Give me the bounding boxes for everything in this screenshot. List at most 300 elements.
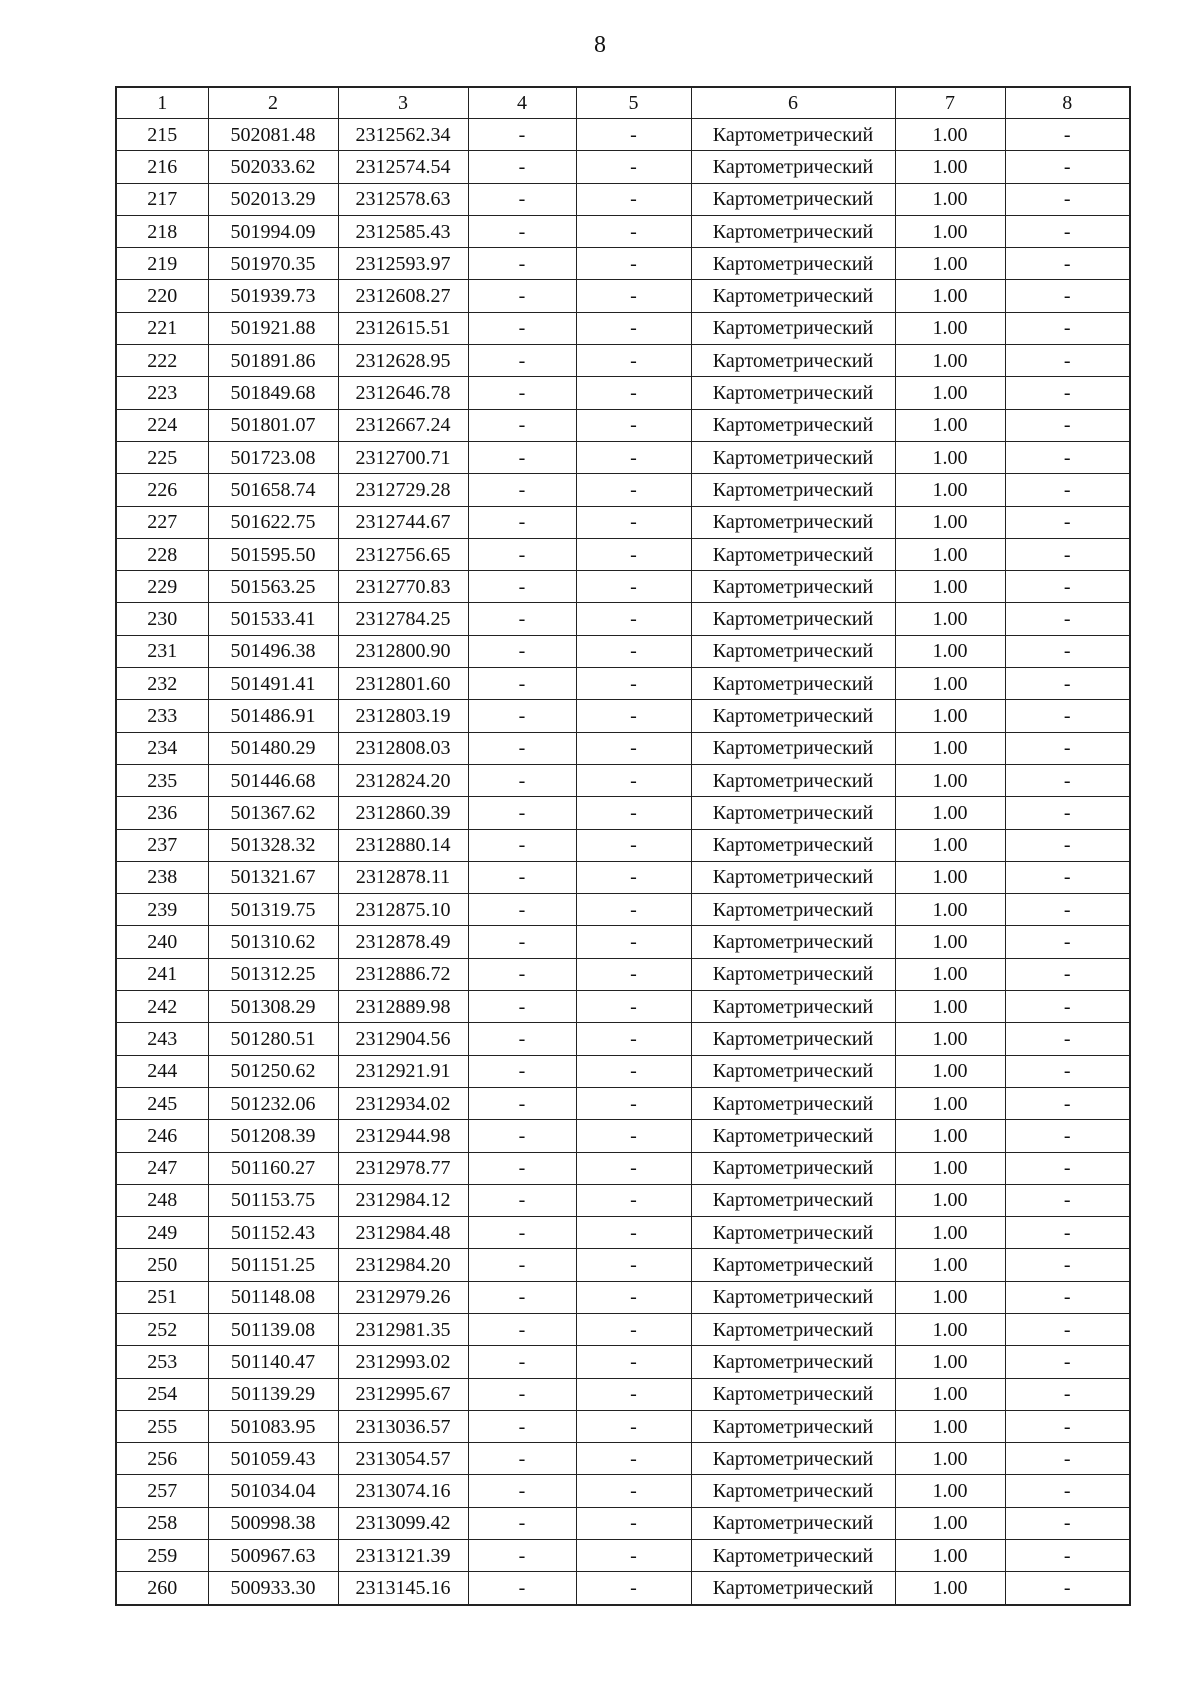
x-coordinate-cell: 501280.51	[208, 1023, 338, 1055]
column-5-cell: -	[576, 829, 691, 861]
method-cell: Картометрический	[691, 764, 895, 796]
accuracy-cell: 1.00	[895, 1410, 1005, 1442]
column-4-cell: -	[468, 280, 576, 312]
point-number-cell: 223	[116, 377, 208, 409]
column-4-cell: -	[468, 1281, 576, 1313]
accuracy-cell: 1.00	[895, 1475, 1005, 1507]
point-number-cell: 259	[116, 1540, 208, 1572]
column-5-cell: -	[576, 377, 691, 409]
accuracy-cell: 1.00	[895, 1572, 1005, 1605]
method-cell: Картометрический	[691, 1184, 895, 1216]
accuracy-cell: 1.00	[895, 926, 1005, 958]
column-8-cell: -	[1005, 441, 1130, 473]
column-4-cell: -	[468, 248, 576, 280]
accuracy-cell: 1.00	[895, 1120, 1005, 1152]
table-row	[116, 1410, 1130, 1442]
column-4-cell: -	[468, 1475, 576, 1507]
y-coordinate-cell: 2312729.28	[338, 474, 468, 506]
method-cell: Картометрический	[691, 377, 895, 409]
column-5-cell: -	[576, 797, 691, 829]
column-8-cell: -	[1005, 926, 1130, 958]
column-8-cell: -	[1005, 119, 1130, 151]
y-coordinate-cell: 2312562.34	[338, 119, 468, 151]
y-coordinate-cell: 2312886.72	[338, 958, 468, 990]
column-5-cell: -	[576, 991, 691, 1023]
accuracy-cell: 1.00	[895, 441, 1005, 473]
point-number-cell: 243	[116, 1023, 208, 1055]
table-row	[116, 1378, 1130, 1410]
point-number-cell: 240	[116, 926, 208, 958]
accuracy-cell: 1.00	[895, 151, 1005, 183]
column-8-cell: -	[1005, 571, 1130, 603]
point-number-cell: 246	[116, 1120, 208, 1152]
x-coordinate-cell: 501140.47	[208, 1346, 338, 1378]
column-8-cell: -	[1005, 506, 1130, 538]
method-cell: Картометрический	[691, 1572, 895, 1605]
column-8-cell: -	[1005, 183, 1130, 215]
point-number-cell: 217	[116, 183, 208, 215]
point-number-cell: 252	[116, 1313, 208, 1345]
point-number-cell: 258	[116, 1507, 208, 1539]
column-4-cell: -	[468, 119, 576, 151]
table-row	[116, 441, 1130, 473]
y-coordinate-cell: 2312700.71	[338, 441, 468, 473]
column-5-cell: -	[576, 1346, 691, 1378]
accuracy-cell: 1.00	[895, 700, 1005, 732]
y-coordinate-cell: 2312574.54	[338, 151, 468, 183]
accuracy-cell: 1.00	[895, 861, 1005, 893]
x-coordinate-cell: 501160.27	[208, 1152, 338, 1184]
column-8-cell: -	[1005, 1475, 1130, 1507]
coordinates-table	[115, 86, 1131, 1606]
column-4-cell: -	[468, 958, 576, 990]
column-4-cell: -	[468, 991, 576, 1023]
table-row	[116, 1249, 1130, 1281]
column-8-cell: -	[1005, 1410, 1130, 1442]
x-coordinate-cell: 501321.67	[208, 861, 338, 893]
column-8-cell: -	[1005, 280, 1130, 312]
column-5-cell: -	[576, 1249, 691, 1281]
y-coordinate-cell: 2312608.27	[338, 280, 468, 312]
column-4-cell: -	[468, 345, 576, 377]
table-row	[116, 280, 1130, 312]
y-coordinate-cell: 2312784.25	[338, 603, 468, 635]
column-4-cell: -	[468, 571, 576, 603]
method-cell: Картометрический	[691, 1443, 895, 1475]
column-4-cell: -	[468, 894, 576, 926]
y-coordinate-cell: 2312921.91	[338, 1055, 468, 1087]
column-5-cell: -	[576, 1313, 691, 1345]
method-cell: Картометрический	[691, 571, 895, 603]
point-number-cell: 247	[116, 1152, 208, 1184]
point-number-cell: 254	[116, 1378, 208, 1410]
point-number-cell: 228	[116, 538, 208, 570]
x-coordinate-cell: 501208.39	[208, 1120, 338, 1152]
point-number-cell: 234	[116, 732, 208, 764]
x-coordinate-cell: 501849.68	[208, 377, 338, 409]
method-cell: Картометрический	[691, 829, 895, 861]
accuracy-cell: 1.00	[895, 668, 1005, 700]
column-4-cell: -	[468, 1152, 576, 1184]
method-cell: Картометрический	[691, 312, 895, 344]
x-coordinate-cell: 501308.29	[208, 991, 338, 1023]
table-row	[116, 248, 1130, 280]
column-4-cell: -	[468, 151, 576, 183]
method-cell: Картометрический	[691, 1249, 895, 1281]
column-3-header: 3	[338, 87, 468, 119]
column-5-cell: -	[576, 1120, 691, 1152]
point-number-cell: 224	[116, 409, 208, 441]
x-coordinate-cell: 501921.88	[208, 312, 338, 344]
method-cell: Картометрический	[691, 119, 895, 151]
point-number-cell: 255	[116, 1410, 208, 1442]
column-4-cell: -	[468, 183, 576, 215]
column-5-cell: -	[576, 926, 691, 958]
column-5-cell: -	[576, 1217, 691, 1249]
column-5-cell: -	[576, 1540, 691, 1572]
table-body	[116, 119, 1130, 1605]
column-7-header: 7	[895, 87, 1005, 119]
column-5-cell: -	[576, 861, 691, 893]
column-8-cell: -	[1005, 1217, 1130, 1249]
table-row	[116, 1281, 1130, 1313]
column-5-cell: -	[576, 538, 691, 570]
method-cell: Картометрический	[691, 797, 895, 829]
method-cell: Картометрический	[691, 1346, 895, 1378]
table-row	[116, 1540, 1130, 1572]
column-8-cell: -	[1005, 1055, 1130, 1087]
y-coordinate-cell: 2313121.39	[338, 1540, 468, 1572]
y-coordinate-cell: 2312667.24	[338, 409, 468, 441]
column-5-cell: -	[576, 1410, 691, 1442]
y-coordinate-cell: 2312803.19	[338, 700, 468, 732]
point-number-cell: 226	[116, 474, 208, 506]
accuracy-cell: 1.00	[895, 1184, 1005, 1216]
column-4-cell: -	[468, 797, 576, 829]
table-row	[116, 119, 1130, 151]
point-number-cell: 251	[116, 1281, 208, 1313]
column-8-cell: -	[1005, 474, 1130, 506]
method-cell: Картометрический	[691, 732, 895, 764]
column-5-cell: -	[576, 441, 691, 473]
column-8-cell: -	[1005, 700, 1130, 732]
column-5-cell: -	[576, 474, 691, 506]
column-5-cell: -	[576, 668, 691, 700]
method-cell: Картометрический	[691, 958, 895, 990]
table-row	[116, 732, 1130, 764]
column-8-cell: -	[1005, 668, 1130, 700]
accuracy-cell: 1.00	[895, 1087, 1005, 1119]
table-row	[116, 215, 1130, 247]
y-coordinate-cell: 2312593.97	[338, 248, 468, 280]
column-8-cell: -	[1005, 1572, 1130, 1605]
column-4-cell: -	[468, 1540, 576, 1572]
column-5-cell: -	[576, 1507, 691, 1539]
x-coordinate-cell: 501319.75	[208, 894, 338, 926]
x-coordinate-cell: 501152.43	[208, 1217, 338, 1249]
accuracy-cell: 1.00	[895, 1217, 1005, 1249]
point-number-cell: 222	[116, 345, 208, 377]
column-8-cell: -	[1005, 603, 1130, 635]
accuracy-cell: 1.00	[895, 345, 1005, 377]
x-coordinate-cell: 501491.41	[208, 668, 338, 700]
y-coordinate-cell: 2312801.60	[338, 668, 468, 700]
method-cell: Картометрический	[691, 151, 895, 183]
column-8-cell: -	[1005, 1540, 1130, 1572]
y-coordinate-cell: 2312875.10	[338, 894, 468, 926]
y-coordinate-cell: 2312944.98	[338, 1120, 468, 1152]
x-coordinate-cell: 501563.25	[208, 571, 338, 603]
accuracy-cell: 1.00	[895, 119, 1005, 151]
column-4-cell: -	[468, 1120, 576, 1152]
method-cell: Картометрический	[691, 1281, 895, 1313]
accuracy-cell: 1.00	[895, 183, 1005, 215]
column-4-cell: -	[468, 861, 576, 893]
x-coordinate-cell: 501151.25	[208, 1249, 338, 1281]
table-row	[116, 861, 1130, 893]
column-8-cell: -	[1005, 248, 1130, 280]
y-coordinate-cell: 2312993.02	[338, 1346, 468, 1378]
method-cell: Картометрический	[691, 1152, 895, 1184]
x-coordinate-cell: 501658.74	[208, 474, 338, 506]
column-5-cell: -	[576, 183, 691, 215]
x-coordinate-cell: 501723.08	[208, 441, 338, 473]
column-4-cell: -	[468, 377, 576, 409]
accuracy-cell: 1.00	[895, 377, 1005, 409]
column-8-cell: -	[1005, 151, 1130, 183]
x-coordinate-cell: 501310.62	[208, 926, 338, 958]
accuracy-cell: 1.00	[895, 571, 1005, 603]
table-row	[116, 1572, 1130, 1605]
table-row	[116, 1184, 1130, 1216]
column-8-cell: -	[1005, 958, 1130, 990]
point-number-cell: 256	[116, 1443, 208, 1475]
column-8-cell: -	[1005, 538, 1130, 570]
method-cell: Картометрический	[691, 1507, 895, 1539]
column-8-cell: -	[1005, 635, 1130, 667]
x-coordinate-cell: 501232.06	[208, 1087, 338, 1119]
accuracy-cell: 1.00	[895, 280, 1005, 312]
method-cell: Картометрический	[691, 1378, 895, 1410]
point-number-cell: 241	[116, 958, 208, 990]
table-row	[116, 991, 1130, 1023]
x-coordinate-cell: 501595.50	[208, 538, 338, 570]
accuracy-cell: 1.00	[895, 1023, 1005, 1055]
column-8-cell: -	[1005, 1249, 1130, 1281]
point-number-cell: 257	[116, 1475, 208, 1507]
accuracy-cell: 1.00	[895, 732, 1005, 764]
point-number-cell: 236	[116, 797, 208, 829]
x-coordinate-cell: 501970.35	[208, 248, 338, 280]
table-row	[116, 668, 1130, 700]
table-row	[116, 926, 1130, 958]
method-cell: Картометрический	[691, 700, 895, 732]
y-coordinate-cell: 2312756.65	[338, 538, 468, 570]
accuracy-cell: 1.00	[895, 1443, 1005, 1475]
x-coordinate-cell: 501533.41	[208, 603, 338, 635]
table-row	[116, 506, 1130, 538]
x-coordinate-cell: 501486.91	[208, 700, 338, 732]
column-8-cell: -	[1005, 1087, 1130, 1119]
column-5-cell: -	[576, 635, 691, 667]
y-coordinate-cell: 2313054.57	[338, 1443, 468, 1475]
accuracy-cell: 1.00	[895, 991, 1005, 1023]
table-row	[116, 151, 1130, 183]
method-cell: Картометрический	[691, 1023, 895, 1055]
y-coordinate-cell: 2312904.56	[338, 1023, 468, 1055]
column-5-cell: -	[576, 571, 691, 603]
accuracy-cell: 1.00	[895, 1055, 1005, 1087]
accuracy-cell: 1.00	[895, 797, 1005, 829]
table-row	[116, 1023, 1130, 1055]
point-number-cell: 233	[116, 700, 208, 732]
point-number-cell: 227	[116, 506, 208, 538]
column-4-cell: -	[468, 409, 576, 441]
y-coordinate-cell: 2312628.95	[338, 345, 468, 377]
accuracy-cell: 1.00	[895, 538, 1005, 570]
method-cell: Картометрический	[691, 1475, 895, 1507]
y-coordinate-cell: 2312878.49	[338, 926, 468, 958]
x-coordinate-cell: 500967.63	[208, 1540, 338, 1572]
table-row	[116, 345, 1130, 377]
method-cell: Картометрический	[691, 1217, 895, 1249]
accuracy-cell: 1.00	[895, 829, 1005, 861]
column-8-cell: -	[1005, 1120, 1130, 1152]
column-8-cell: -	[1005, 797, 1130, 829]
column-5-cell: -	[576, 1023, 691, 1055]
accuracy-cell: 1.00	[895, 409, 1005, 441]
accuracy-cell: 1.00	[895, 506, 1005, 538]
column-5-cell: -	[576, 958, 691, 990]
column-5-cell: -	[576, 345, 691, 377]
x-coordinate-cell: 501139.08	[208, 1313, 338, 1345]
column-4-cell: -	[468, 668, 576, 700]
y-coordinate-cell: 2312878.11	[338, 861, 468, 893]
table-row	[116, 894, 1130, 926]
point-number-cell: 221	[116, 312, 208, 344]
y-coordinate-cell: 2312615.51	[338, 312, 468, 344]
column-4-cell: -	[468, 635, 576, 667]
column-4-cell: -	[468, 1217, 576, 1249]
column-6-header: 6	[691, 87, 895, 119]
column-4-cell: -	[468, 1572, 576, 1605]
column-4-cell: -	[468, 1184, 576, 1216]
column-4-cell: -	[468, 538, 576, 570]
column-4-cell: -	[468, 700, 576, 732]
column-5-cell: -	[576, 312, 691, 344]
y-coordinate-cell: 2312880.14	[338, 829, 468, 861]
method-cell: Картометрический	[691, 668, 895, 700]
point-number-cell: 238	[116, 861, 208, 893]
x-coordinate-cell: 501139.29	[208, 1378, 338, 1410]
method-cell: Картометрический	[691, 603, 895, 635]
x-coordinate-cell: 501480.29	[208, 732, 338, 764]
column-5-cell: -	[576, 1378, 691, 1410]
point-number-cell: 245	[116, 1087, 208, 1119]
column-4-cell: -	[468, 1313, 576, 1345]
column-8-cell: -	[1005, 409, 1130, 441]
point-number-cell: 229	[116, 571, 208, 603]
column-1-header: 1	[116, 87, 208, 119]
accuracy-cell: 1.00	[895, 764, 1005, 796]
accuracy-cell: 1.00	[895, 474, 1005, 506]
column-4-cell: -	[468, 603, 576, 635]
table-row	[116, 700, 1130, 732]
method-cell: Картометрический	[691, 991, 895, 1023]
x-coordinate-cell: 501622.75	[208, 506, 338, 538]
column-8-cell: -	[1005, 829, 1130, 861]
column-8-cell: -	[1005, 345, 1130, 377]
column-4-cell: -	[468, 506, 576, 538]
column-4-cell: -	[468, 1410, 576, 1442]
column-4-cell: -	[468, 441, 576, 473]
table-row	[116, 538, 1130, 570]
column-4-cell: -	[468, 764, 576, 796]
x-coordinate-cell: 501083.95	[208, 1410, 338, 1442]
column-5-cell: -	[576, 603, 691, 635]
method-cell: Картометрический	[691, 538, 895, 570]
page-number: 8	[594, 32, 606, 58]
column-4-header: 4	[468, 87, 576, 119]
y-coordinate-cell: 2312860.39	[338, 797, 468, 829]
y-coordinate-cell: 2312646.78	[338, 377, 468, 409]
column-8-cell: -	[1005, 764, 1130, 796]
table-row	[116, 183, 1130, 215]
x-coordinate-cell: 501312.25	[208, 958, 338, 990]
point-number-cell: 239	[116, 894, 208, 926]
column-8-cell: -	[1005, 1313, 1130, 1345]
table-row	[116, 377, 1130, 409]
point-number-cell: 225	[116, 441, 208, 473]
method-cell: Картометрический	[691, 215, 895, 247]
method-cell: Картометрический	[691, 474, 895, 506]
table-row	[116, 1443, 1130, 1475]
accuracy-cell: 1.00	[895, 1346, 1005, 1378]
column-4-cell: -	[468, 1507, 576, 1539]
point-number-cell: 242	[116, 991, 208, 1023]
method-cell: Картометрический	[691, 183, 895, 215]
table-row	[116, 1313, 1130, 1345]
y-coordinate-cell: 2312744.67	[338, 506, 468, 538]
x-coordinate-cell: 501367.62	[208, 797, 338, 829]
column-8-header: 8	[1005, 87, 1130, 119]
y-coordinate-cell: 2312984.20	[338, 1249, 468, 1281]
column-4-cell: -	[468, 829, 576, 861]
table-row	[116, 1152, 1130, 1184]
column-8-cell: -	[1005, 861, 1130, 893]
y-coordinate-cell: 2313099.42	[338, 1507, 468, 1539]
x-coordinate-cell: 501446.68	[208, 764, 338, 796]
column-8-cell: -	[1005, 1378, 1130, 1410]
column-4-cell: -	[468, 1055, 576, 1087]
column-5-cell: -	[576, 1475, 691, 1507]
point-number-cell: 250	[116, 1249, 208, 1281]
method-cell: Картометрический	[691, 441, 895, 473]
method-cell: Картометрический	[691, 861, 895, 893]
column-5-cell: -	[576, 119, 691, 151]
y-coordinate-cell: 2312889.98	[338, 991, 468, 1023]
point-number-cell: 230	[116, 603, 208, 635]
method-cell: Картометрический	[691, 1055, 895, 1087]
column-2-header: 2	[208, 87, 338, 119]
y-coordinate-cell: 2312578.63	[338, 183, 468, 215]
table-row	[116, 1475, 1130, 1507]
method-cell: Картометрический	[691, 1120, 895, 1152]
table-header-row	[116, 87, 1130, 119]
table-row	[116, 312, 1130, 344]
column-8-cell: -	[1005, 1443, 1130, 1475]
column-4-cell: -	[468, 215, 576, 247]
